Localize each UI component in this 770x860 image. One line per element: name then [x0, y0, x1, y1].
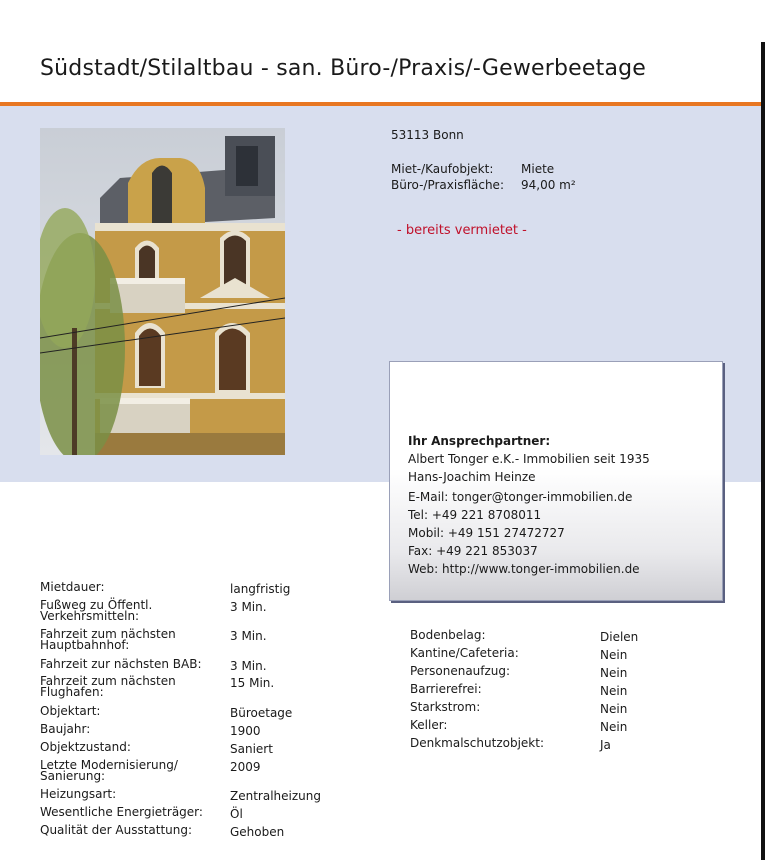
detail-value: 3 Min. [230, 659, 267, 673]
area-label: Büro-/Praxisfläche: [391, 178, 504, 192]
object-type-value: Miete [521, 162, 555, 176]
left-details-list [40, 580, 370, 850]
page-edge-rule [761, 42, 765, 860]
detail-label: Baujahr: [40, 722, 91, 736]
object-type-row [391, 162, 554, 176]
detail-value: Öl [230, 807, 243, 821]
detail-value: Dielen [600, 630, 639, 644]
detail-value: Ja [600, 738, 611, 752]
area-value: 94,00 m² [521, 178, 576, 192]
detail-label: Denkmalschutzobjekt: [410, 736, 544, 750]
detail-label: Fußweg zu Öffentl. Verkehrsmitteln: [40, 598, 153, 623]
rental-status: - bereits vermietet - [397, 223, 527, 238]
detail-value: Nein [600, 666, 628, 680]
detail-label: Starkstrom: [410, 700, 481, 714]
detail-label: Fahrzeit zur nächsten BAB: [40, 657, 202, 671]
detail-value: langfristig [230, 582, 291, 596]
contact-box [389, 361, 723, 601]
contact-heading: Ihr Ansprechpartner: [408, 434, 551, 448]
detail-value: Saniert [230, 742, 273, 756]
right-details-list [410, 628, 750, 768]
detail-label: Keller: [410, 718, 448, 732]
detail-label: Objektart: [40, 704, 101, 718]
detail-value: 2009 [230, 760, 261, 774]
detail-value: 3 Min. [230, 629, 267, 643]
detail-label: Kantine/Cafeteria: [410, 646, 519, 660]
detail-label: Letzte Modernisierung/ Sanierung: [40, 758, 178, 783]
detail-value: Gehoben [230, 825, 285, 839]
detail-value: 15 Min. [230, 676, 275, 690]
detail-label: Barrierefrei: [410, 682, 482, 696]
contact-email[interactable]: E-Mail: tonger@tonger-immobilien.de [408, 490, 633, 504]
detail-value: Zentralheizung [230, 789, 321, 803]
detail-value: Büroetage [230, 706, 293, 720]
location: 53113 Bonn [391, 128, 464, 142]
detail-label: Qualität der Ausstattung: [40, 823, 193, 837]
detail-value: 3 Min. [230, 600, 267, 614]
detail-value: Nein [600, 720, 628, 734]
listing-title: Südstadt/Stilaltbau - san. Büro-/Praxis/-Gewerbeetage [40, 56, 647, 81]
contact-web[interactable]: Web: http://www.tonger-immobilien.de [408, 562, 640, 576]
building-photo [40, 128, 285, 455]
contact-tel: Tel: +49 221 8708011 [408, 508, 542, 522]
detail-label: Wesentliche Energieträger: [40, 805, 203, 819]
detail-value: 1900 [230, 724, 261, 738]
detail-label: Personenaufzug: [410, 664, 511, 678]
detail-value: Nein [600, 648, 628, 662]
detail-label: Mietdauer: [40, 580, 105, 594]
detail-value: Nein [600, 702, 628, 716]
detail-label: Fahrzeit zum nächsten Hauptbahnhof: [40, 627, 176, 652]
detail-value: Nein [600, 684, 628, 698]
detail-label: Fahrzeit zum nächsten Flughafen: [40, 674, 176, 699]
detail-label: Objektzustand: [40, 740, 131, 754]
area-row [391, 178, 576, 192]
contact-company: Albert Tonger e.K.- Immobilien seit 1935 [408, 452, 650, 466]
detail-label: Heizungsart: [40, 787, 117, 801]
contact-fax: Fax: +49 221 853037 [408, 544, 538, 558]
contact-mobile: Mobil: +49 151 27472727 [408, 526, 565, 540]
contact-person: Hans-Joachim Heinze [408, 470, 536, 484]
object-type-label: Miet-/Kaufobjekt: [391, 162, 494, 176]
detail-label: Bodenbelag: [410, 628, 486, 642]
